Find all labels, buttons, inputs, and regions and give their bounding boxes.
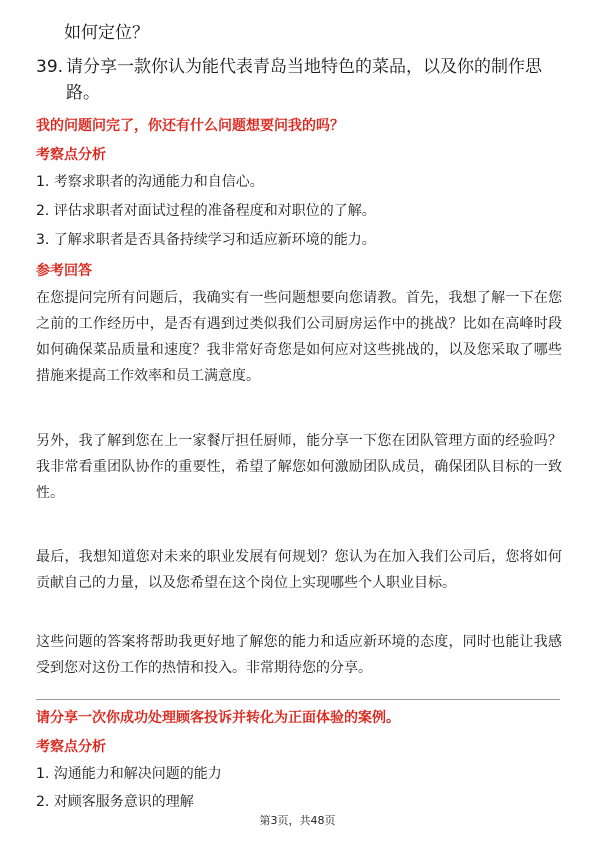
answer-paragraph: 最后，我想知道您对未来的职业发展有何规划？您认为在加入我们公司后，您将如何贡献自己的力量，以及您希望在这个岗位上实现哪些个人职业目标。 xyxy=(36,549,562,591)
analysis-item: 2. 对顾客服务意识的理解 xyxy=(36,794,194,810)
analysis-heading: 考察点分析 xyxy=(36,147,106,163)
section-question: 请分享一次你成功处理顾客投诉并转化为正面体验的案例。 xyxy=(36,710,400,726)
analysis-heading: 考察点分析 xyxy=(36,739,106,755)
question-39 xyxy=(36,54,566,103)
analysis-item: 1. 考察求职者的沟通能力和自信心。 xyxy=(36,174,264,190)
answer-paragraph: 这些问题的答案将帮助我更好地了解您的能力和适应新环境的态度，同时也能让我感受到您对这份工作的热情和投入。非常期待您的分享。 xyxy=(36,634,562,676)
answer-paragraph: 在您提问完所有问题后，我确实有一些问题想要向您请教。首先，我想了解一下在您之前的工作经历中，是否有遇到过类似我们公司厨房运作中的挑战？比如在高峰时段如何确保菜品质量和速度？我非常好奇您是如何应对这些挑战的，以及您采取了哪些措施来提高工作效率和员工满意度。 xyxy=(36,290,562,384)
analysis-item: 1. 沟通能力和解决问题的能力 xyxy=(36,766,222,782)
section-divider xyxy=(36,699,560,700)
page-footer: 第3页，共48页 xyxy=(259,814,336,827)
question-text: 请分享一款你认为能代表青岛当地特色的菜品，以及你的制作思路。 xyxy=(66,57,542,103)
section-question: 我的问题问完了，你还有什么问题想要问我的吗？ xyxy=(36,118,344,134)
previous-question-continuation: 如何定位？ xyxy=(64,23,149,43)
analysis-item: 3. 了解求职者是否具备持续学习和适应新环境的能力。 xyxy=(36,232,376,248)
analysis-item: 2. 评估求职者对面试过程的准备程度和对职位的了解。 xyxy=(36,203,376,219)
answer-paragraph: 另外，我了解到您在上一家餐厅担任厨师，能分享一下您在团队管理方面的经验吗？我非常看重团队协作的重要性，希望了解您如何激励团队成员，确保团队目标的一致性。 xyxy=(36,433,562,501)
question-number: 39. xyxy=(36,57,64,77)
answer-heading: 参考回答 xyxy=(36,263,92,279)
